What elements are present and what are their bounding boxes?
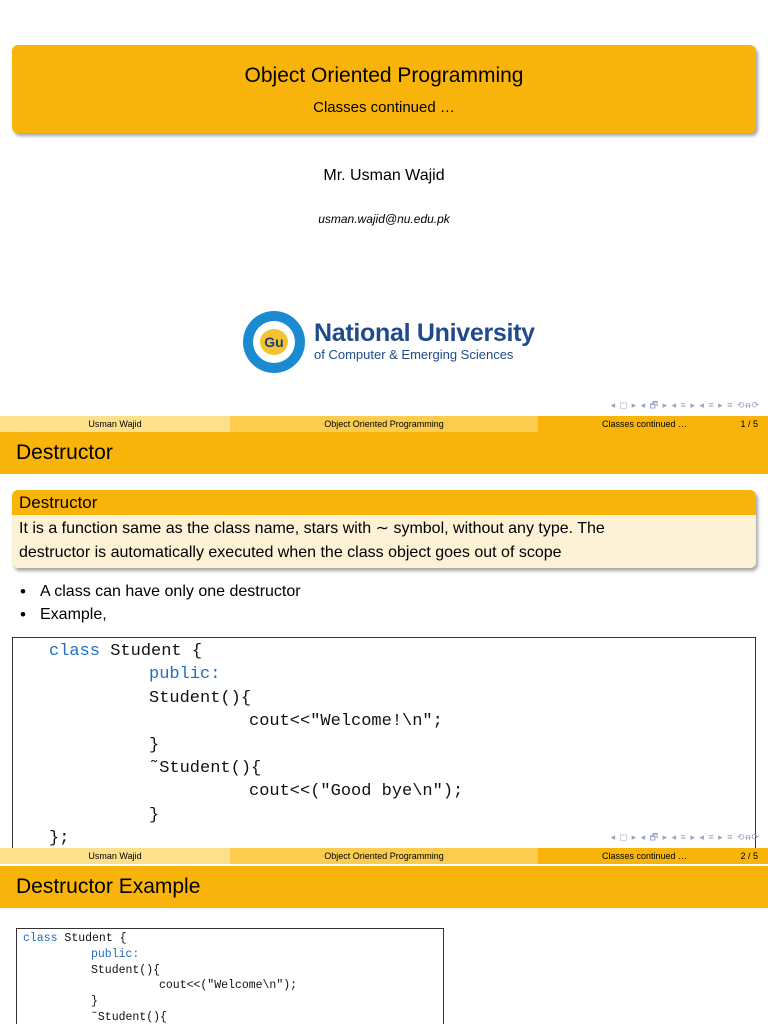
footer-section-box	[538, 416, 768, 432]
beamer-navigation[interactable]: ◂ ◻ ▸ ◂ 🗗 ▸ ◂ ≡ ▸ ◂ ≡ ▸ ≡ ⟲ᵰ⟳	[610, 832, 760, 842]
footer-author: Usman Wajid	[0, 848, 230, 864]
footer-title: Object Oriented Programming	[230, 848, 538, 864]
university-logo	[243, 311, 533, 377]
slide-footer	[0, 416, 768, 432]
beamer-navigation[interactable]: ◂ ◻ ▸ ◂ 🗗 ▸ ◂ ≡ ▸ ◂ ≡ ▸ ≡ ⟲ᵰ⟳	[610, 400, 760, 410]
presentation-subtitle: Classes continued …	[313, 99, 455, 116]
university-tagline: of Computer & Emerging Sciences	[314, 347, 514, 362]
presentation-title: Object Oriented Programming	[244, 64, 524, 87]
author-email: usman.wajid@nu.edu.pk	[318, 212, 450, 226]
list-item: • Example,	[18, 603, 301, 626]
definition-block	[12, 490, 756, 568]
code-keyword: public:	[91, 947, 140, 961]
frame-title-bar	[0, 866, 768, 908]
footer-title: Object Oriented Programming	[230, 416, 538, 432]
code-line: Student(){	[149, 688, 252, 708]
code-listing	[12, 637, 756, 848]
code-line: Student(){	[91, 963, 161, 977]
page-number: 2 / 5	[740, 851, 758, 861]
title-block	[12, 45, 756, 133]
code-line: ˜Student(){	[91, 1011, 167, 1024]
code-keyword: class	[49, 642, 101, 661]
frame-title-bar	[0, 432, 768, 474]
author-name: Mr. Usman Wajid	[323, 167, 445, 184]
code-listing	[16, 928, 444, 1024]
frame-title: Destructor Example	[16, 875, 201, 898]
footer-section: Classes continued …	[602, 851, 688, 861]
code-line: }	[91, 995, 98, 1009]
code-line: ˜Student(){	[149, 759, 262, 778]
code-keyword: class	[23, 932, 58, 945]
code-line	[91, 947, 139, 963]
code-line: }	[149, 735, 160, 755]
slide-footer	[0, 848, 768, 864]
footer-author: Usman Wajid	[0, 416, 230, 432]
frame-title: Destructor	[16, 441, 113, 464]
destructor-example-slide	[0, 848, 768, 1024]
code-line: class Student {	[49, 642, 203, 661]
code-line: };	[49, 829, 70, 848]
university-name: National University	[314, 319, 535, 347]
code-line: cout<<("Good bye\n");	[249, 782, 464, 802]
list-item: • A class can have only one destructor	[18, 580, 301, 603]
code-line	[149, 663, 220, 686]
code-line: }	[149, 805, 160, 825]
block-body: It is a function same as the class name, stars with ∼ symbol, without any type. The destructor is automatically executed when the class object goes out of scope	[12, 515, 756, 568]
code-keyword: public:	[149, 665, 221, 685]
university-seal-icon: Gu	[243, 311, 305, 373]
code-line: class Student {	[23, 932, 127, 945]
code-line: cout<<("Welcome\n");	[159, 979, 298, 993]
destructor-slide	[0, 432, 768, 848]
bullet-list	[18, 580, 301, 626]
footer-section-box	[538, 848, 768, 864]
page-number: 1 / 5	[740, 419, 758, 429]
title-slide	[0, 0, 768, 432]
block-title: Destructor	[12, 490, 756, 515]
footer-section: Classes continued …	[602, 419, 688, 429]
code-line: cout<<"Welcome!\n";	[249, 712, 443, 732]
